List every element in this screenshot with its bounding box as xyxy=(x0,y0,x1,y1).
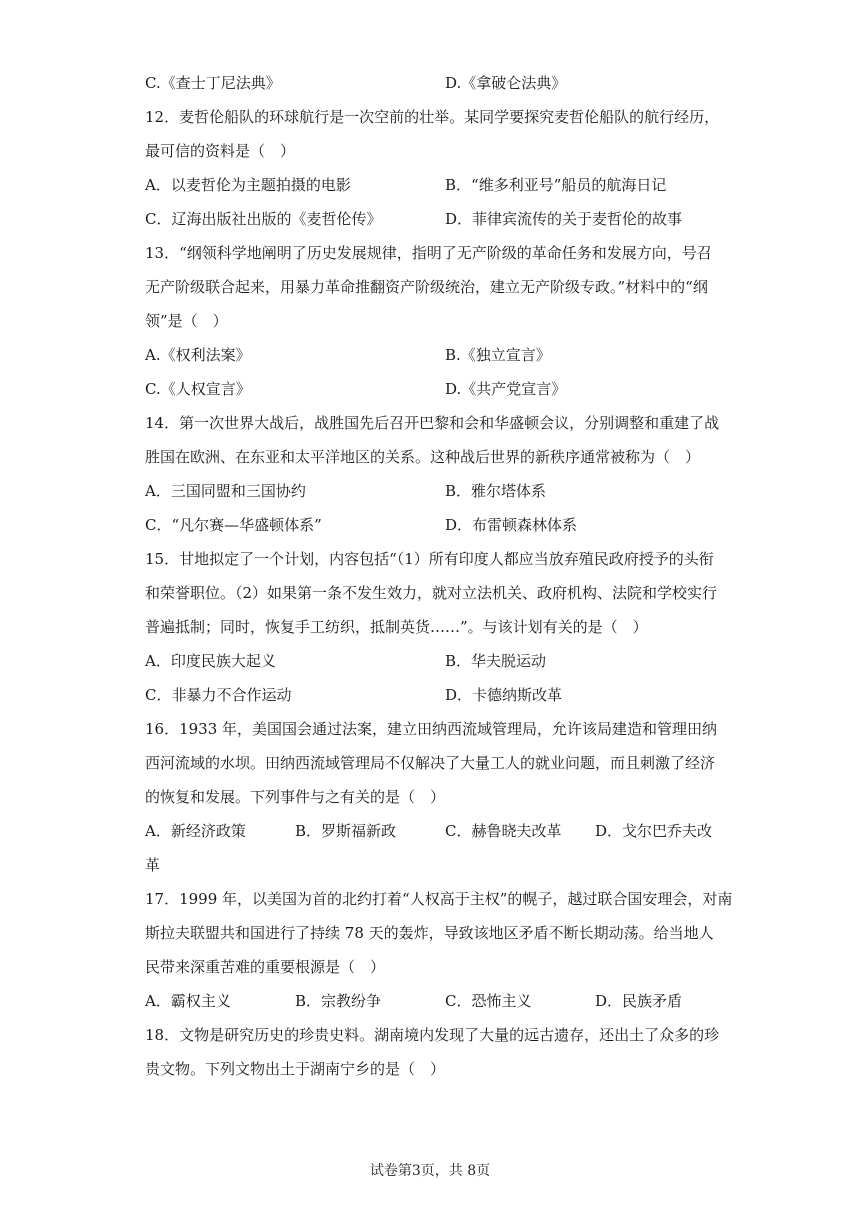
q12-option-b[interactable]: B．“维多利亚号”船员的航海日记 xyxy=(445,176,667,194)
q13-stem-line: 领”是（ ） xyxy=(145,312,228,330)
q15-stem-line: 15．甘地拟定了一个计划，内容包括“（1）所有印度人都应当放弃殖民政府授予的头衔 xyxy=(145,550,714,568)
q18-stem-line: 18．文物是研究历史的珍贵史料。湖南境内发现了大量的远古遗存，还出土了众多的珍 xyxy=(145,1026,720,1044)
q17-option-c[interactable]: C．恐怖主义 xyxy=(445,992,532,1010)
q15-stem-line: 普遍抵制；同时，恢复手工纺织，抵制英货……”。与该计划有关的是（ ） xyxy=(145,618,648,636)
q15-option-c[interactable]: C．非暴力不合作运动 xyxy=(145,686,292,704)
q14-option-d[interactable]: D．布雷顿森林体系 xyxy=(445,516,578,534)
q12-option-a[interactable]: A．以麦哲伦为主题拍摄的电影 xyxy=(145,176,351,194)
q14-stem-line: 胜国在欧洲、在东亚和太平洋地区的关系。这种战后世界的新秩序通常被称为（ ） xyxy=(145,448,701,466)
q12-stem-line: 最可信的资料是（ ） xyxy=(145,142,296,160)
q14-options-cd xyxy=(145,508,725,542)
q17-stem-line: 17．1999 年，以美国为首的北约打着“人权高于主权”的幌子，越过联合国安理会，对南 xyxy=(145,890,733,908)
q12-options-ab xyxy=(145,168,725,202)
q12-stem-line: 12．麦哲伦船队的环球航行是一次空前的壮举。某同学要探究麦哲伦船队的航行经历， xyxy=(145,108,720,126)
q17-options xyxy=(145,984,725,1018)
q15-stem-line: 和荣誉职位。（2）如果第一条不发生效力，就对立法机关、政府机构、法院和学校实行 xyxy=(145,584,718,602)
q11-option-c[interactable]: C.《查士丁尼法典》 xyxy=(145,74,281,92)
q13-stem-line: 无产阶级联合起来，用暴力革命推翻资产阶级统治，建立无产阶级专政。”材料中的“纲 xyxy=(145,278,708,296)
q13-option-a[interactable]: A.《权利法案》 xyxy=(145,346,251,364)
q12-options-cd xyxy=(145,202,725,236)
q16-option-b[interactable]: B．罗斯福新政 xyxy=(295,822,397,840)
q15-option-b[interactable]: B．华夫脱运动 xyxy=(445,652,547,670)
page-footer: 试卷第3页，共 8页 xyxy=(369,1163,491,1179)
q16-stem-line: 的恢复和发展。下列事件与之有关的是（ ） xyxy=(145,788,446,806)
q15-options-ab xyxy=(145,644,725,678)
q16-stem-line: 16．1933 年，美国国会通过法案，建立田纳西流域管理局，允许该局建造和管理田纳 xyxy=(145,720,718,738)
q13-option-c[interactable]: C.《人权宣言》 xyxy=(145,380,251,398)
q16-option-d-continuation: 革 xyxy=(145,856,161,874)
question-18 xyxy=(145,1018,725,1086)
q15-option-a[interactable]: A．印度民族大起义 xyxy=(145,652,276,670)
q14-option-c[interactable]: C．“凡尔赛—华盛顿体系” xyxy=(145,516,322,534)
q16-option-a[interactable]: A．新经济政策 xyxy=(145,822,246,840)
q14-options-ab xyxy=(145,474,725,508)
q13-option-d[interactable]: D.《共产党宣言》 xyxy=(445,380,567,398)
q15-options-cd xyxy=(145,678,725,712)
exam-content xyxy=(145,66,733,1086)
q17-option-a[interactable]: A．霸权主义 xyxy=(145,992,231,1010)
question-17 xyxy=(145,882,733,1018)
q13-stem-line: 13．“纲领科学地阐明了历史发展规律，指明了无产阶级的革命任务和发展方向，号召 xyxy=(145,244,712,262)
q12-option-d[interactable]: D．菲律宾流传的关于麦哲伦的故事 xyxy=(445,210,683,228)
q13-options-ab xyxy=(145,338,725,372)
question-15 xyxy=(145,542,725,712)
question-13 xyxy=(145,236,725,406)
question-16 xyxy=(145,712,725,882)
q11-option-d[interactable]: D.《拿破仑法典》 xyxy=(445,74,567,92)
question-12 xyxy=(145,100,725,236)
q13-options-cd xyxy=(145,372,725,406)
q17-option-b[interactable]: B．宗教纷争 xyxy=(295,992,382,1010)
q17-stem-line: 民带来深重苦难的重要根源是（ ） xyxy=(145,958,386,976)
q16-option-d[interactable]: D．戈尔巴乔夫改 xyxy=(595,822,713,840)
q14-stem-line: 14．第一次世界大战后，战胜国先后召开巴黎和会和华盛顿会议，分别调整和重建了战 xyxy=(145,414,720,432)
q11-options-cd xyxy=(145,66,725,100)
q16-stem-line: 西河流域的水坝。田纳西流域管理局不仅解决了大量工人的就业问题，而且刺激了经济 xyxy=(145,754,716,772)
q18-stem-line: 贵文物。下列文物出土于湖南宁乡的是（ ） xyxy=(145,1060,446,1078)
q12-option-c[interactable]: C．辽海出版社出版的《麦哲伦传》 xyxy=(145,210,382,228)
q14-option-a[interactable]: A．三国同盟和三国协约 xyxy=(145,482,306,500)
q15-option-d[interactable]: D．卡德纳斯改革 xyxy=(445,686,563,704)
q17-stem-line: 斯拉夫联盟共和国进行了持续 78 天的轰炸，导致该地区矛盾不断长期动荡。给当地人 xyxy=(145,924,714,942)
question-14 xyxy=(145,406,725,542)
q14-option-b[interactable]: B．雅尔塔体系 xyxy=(445,482,547,500)
q17-option-d[interactable]: D．民族矛盾 xyxy=(595,992,683,1010)
q16-options xyxy=(145,814,725,848)
q13-option-b[interactable]: B.《独立宣言》 xyxy=(445,346,551,364)
q16-option-c[interactable]: C．赫鲁晓夫改革 xyxy=(445,822,562,840)
